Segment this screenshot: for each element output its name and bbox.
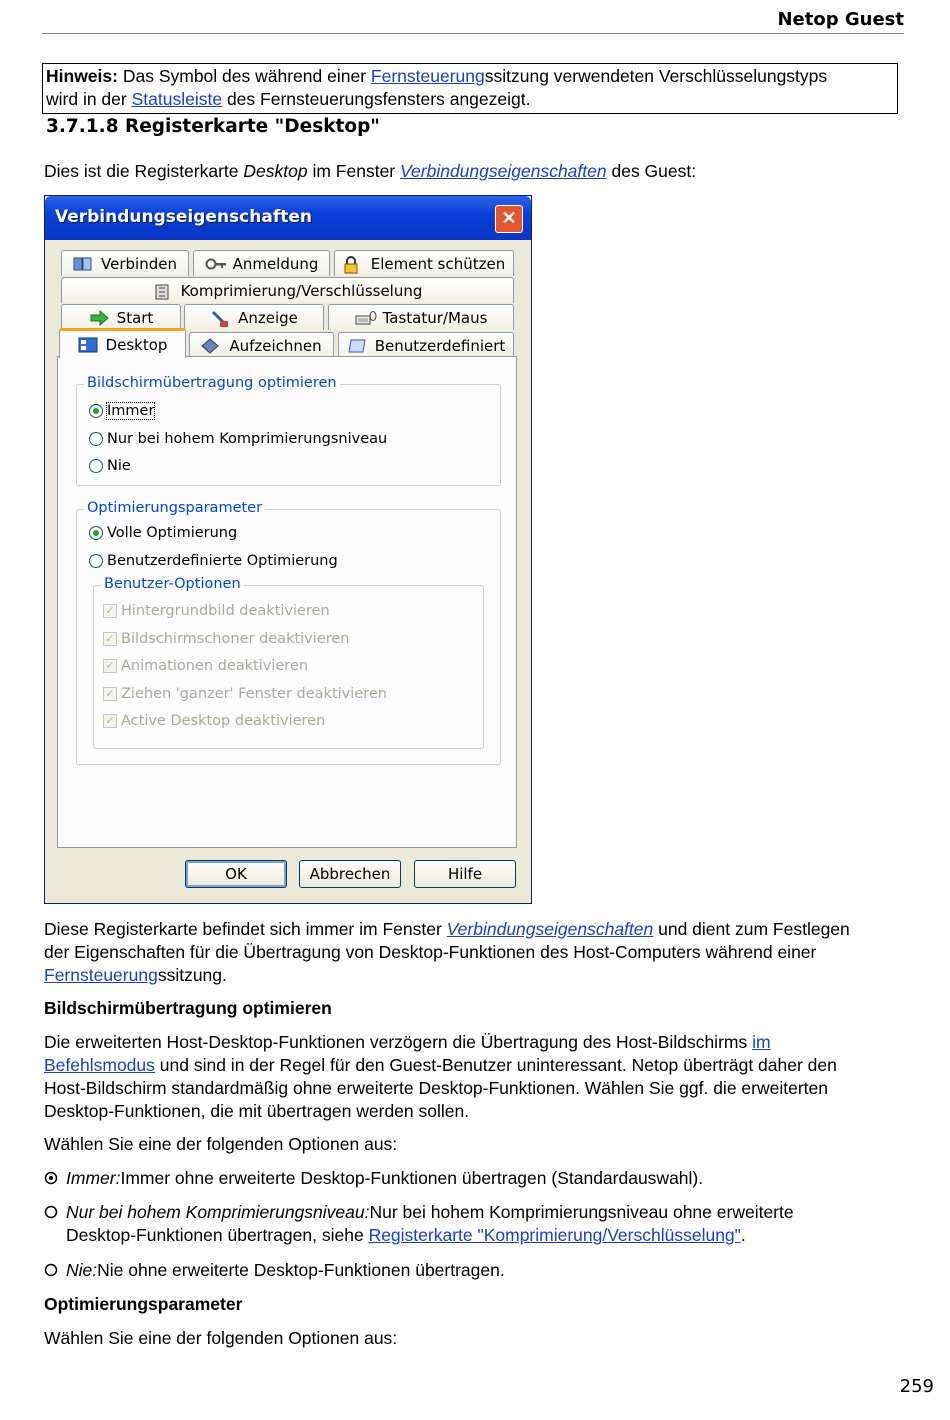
radio-icon <box>89 432 103 446</box>
checkbox-label: Ziehen 'ganzer' Fenster deaktivieren <box>121 686 387 702</box>
note-text: Das Symbol des während einer <box>122 66 367 86</box>
checkbox-animationen[interactable] <box>103 658 308 674</box>
checkbox-hintergrundbild[interactable] <box>103 603 330 619</box>
choose-options-text: Wählen Sie eine der folgenden Optionen aus: <box>44 1328 398 1348</box>
option-desc: . <box>740 1225 746 1245</box>
verbindungseigenschaften-link[interactable]: Verbindungseigenschaften <box>446 919 654 939</box>
choose-options-text: Wählen Sie eine der folgenden Optionen aus: <box>44 1134 398 1154</box>
hilfe-button[interactable]: Hilfe <box>414 860 516 888</box>
display-brush-icon <box>210 310 230 326</box>
checkbox-label: Animationen deaktivieren <box>121 658 309 674</box>
tab-aufzeichnen[interactable] <box>189 332 334 358</box>
intro-text: des Guest: <box>611 161 697 181</box>
checkbox-bildschirmschoner[interactable] <box>103 631 349 647</box>
lock-icon <box>343 256 363 272</box>
radio-label: Immer <box>107 403 155 419</box>
dialog-titlebar <box>45 196 531 240</box>
option-desc: Nur bei hohem Komprimierungsniveau ohne erweiterte <box>369 1202 794 1222</box>
group-title: Benutzer-Optionen <box>101 576 244 592</box>
subheading-bildschirmuebertragung: Bildschirmübertragung optimieren <box>44 998 332 1018</box>
tab-panel-desktop <box>57 356 517 848</box>
radio-bullet-icon <box>44 1205 58 1219</box>
option-term: Nur bei hohem Komprimierungsniveau: <box>66 1202 370 1222</box>
tab-label: Komprimierung/Verschlüsselung <box>180 281 423 300</box>
tab-komprimierung[interactable] <box>61 277 514 303</box>
running-header: Netop Guest <box>777 9 904 30</box>
body-text: Host-Bildschirm standardmäßig ohne erweiterte Desktop-Funktionen. Wählen Sie ggf. die erweiterten <box>44 1078 828 1098</box>
ok-button[interactable]: OK <box>185 860 287 888</box>
befehlsmodus-link[interactable]: im <box>752 1032 771 1052</box>
checkbox-label: Bildschirmschoner deaktivieren <box>121 631 350 647</box>
tab-benutzerdefiniert[interactable] <box>338 332 514 358</box>
tab-label: Anmeldung <box>232 254 319 273</box>
radio-label: Nur bei hohem Komprimierungsniveau <box>107 431 388 447</box>
tab-label: Start <box>116 308 154 327</box>
intro-text: Dies ist die Registerkarte <box>44 161 239 181</box>
radio-selected-icon <box>89 526 103 540</box>
tab-label: Benutzerdefiniert <box>374 336 506 355</box>
radio-label: Nie <box>107 458 131 474</box>
tab-start[interactable] <box>61 304 181 330</box>
desktop-icon <box>78 337 98 353</box>
befehlsmodus-link[interactable]: Befehlsmodus <box>44 1055 155 1075</box>
section-title: 3.7.1.8 Registerkarte "Desktop" <box>46 116 380 137</box>
body-text: und sind in der Regel für den Guest-Benutzer uninteressant. Netop überträgt daher den <box>159 1055 837 1075</box>
tab-label: Aufzeichnen <box>229 336 322 355</box>
radio-selected-bullet-icon <box>44 1171 58 1185</box>
option-desc: Desktop-Funktionen übertragen, siehe <box>66 1225 364 1245</box>
option-desc: Nie ohne erweiterte Desktop-Funktionen übertragen. <box>97 1260 505 1280</box>
body-text: ssitzung. <box>157 965 227 985</box>
body-text: Diese Registerkarte befindet sich immer im Fenster <box>44 919 442 939</box>
tab-label: Desktop <box>105 335 168 354</box>
note-text: ssitzung verwendeten Verschlüsselungstyps <box>484 66 828 86</box>
checkbox-checked-icon: ✓ <box>103 687 117 701</box>
tab-tastatur-maus[interactable] <box>328 304 514 330</box>
option-immer <box>66 1167 856 1190</box>
verbindungseigenschaften-link[interactable]: Verbindungseigenschaften <box>400 161 607 181</box>
dialog-window <box>44 195 532 904</box>
group-title: Optimierungsparameter <box>84 500 265 516</box>
checkbox-ziehen-fenster[interactable] <box>103 686 387 702</box>
radio-nie[interactable] <box>89 458 131 474</box>
header-rule <box>42 33 904 34</box>
tab-label: Anzeige <box>238 308 298 327</box>
option-term: Immer: <box>66 1168 121 1188</box>
checkbox-checked-icon: ✓ <box>103 632 117 646</box>
body-text: der Eigenschaften für die Übertragung von Desktop-Funktionen des Host-Computers während einer <box>44 942 817 962</box>
radio-hohes-niveau[interactable] <box>89 431 387 447</box>
intro-text: im Fenster <box>312 161 396 181</box>
note-label: Hinweis: <box>46 66 118 86</box>
option-desc: Immer ohne erweiterte Desktop-Funktionen übertragen (Standardauswahl). <box>120 1168 704 1188</box>
body-text: Desktop-Funktionen, die mit übertragen werden sollen. <box>44 1101 470 1121</box>
tab-desktop[interactable] <box>59 328 186 358</box>
book-icon <box>73 256 93 272</box>
note-text: des Fernsteuerungsfensters angezeigt. <box>226 89 531 109</box>
body-text: und dient zum Festlegen <box>658 919 850 939</box>
custom-window-icon <box>347 338 367 354</box>
option-term: Nie: <box>66 1260 98 1280</box>
tab-verbinden[interactable] <box>61 250 189 276</box>
radio-volle-optimierung[interactable] <box>89 525 237 541</box>
tab-anmeldung[interactable] <box>193 250 330 276</box>
registerkarte-komprimierung-link[interactable]: Registerkarte "Komprimierung/Verschlüsselung" <box>368 1225 741 1245</box>
description-paragraph <box>44 918 906 987</box>
dialog-title: Verbindungseigenschaften <box>55 207 312 227</box>
arrow-right-icon <box>89 310 109 326</box>
radio-label: Volle Optimierung <box>107 525 238 541</box>
radio-benutzerdefiniert[interactable] <box>89 553 338 569</box>
group-title: Bildschirmübertragung optimieren <box>84 375 340 391</box>
radio-label: Benutzerdefinierte Optimierung <box>107 553 338 569</box>
radio-icon <box>89 554 103 568</box>
checkbox-checked-icon: ✓ <box>103 604 117 618</box>
record-icon <box>201 338 221 354</box>
tab-element-schuetzen[interactable] <box>334 250 514 276</box>
option-nie <box>66 1259 856 1282</box>
option-hohes-niveau <box>66 1201 856 1247</box>
tab-label: Tastatur/Maus <box>382 308 488 327</box>
fernsteuerung-link[interactable]: Fernsteuerung <box>370 66 485 86</box>
abbrechen-button[interactable]: Abbrechen <box>299 860 401 888</box>
radio-immer[interactable] <box>89 403 154 419</box>
checkbox-active-desktop[interactable] <box>103 713 325 729</box>
tab-anzeige[interactable] <box>184 304 324 330</box>
tab-label: Element schützen <box>370 254 506 273</box>
keyboard-mouse-icon <box>355 310 375 326</box>
intro-paragraph <box>44 160 906 183</box>
statusleiste-link[interactable]: Statusleiste <box>131 89 223 109</box>
explanation-paragraph <box>44 1031 906 1123</box>
checkbox-label: Hintergrundbild deaktivieren <box>121 603 330 619</box>
checkbox-checked-icon: ✓ <box>103 659 117 673</box>
note-box <box>42 63 898 114</box>
body-text: Die erweiterten Host-Desktop-Funktionen verzögern die Übertragung des Host-Bildschirms <box>44 1032 748 1052</box>
close-icon[interactable]: ✕ <box>495 205 523 233</box>
page-number: 259 <box>899 1376 934 1397</box>
fernsteuerung-link[interactable]: Fernsteuerung <box>44 965 158 985</box>
key-icon <box>205 256 225 272</box>
compress-icon <box>153 283 173 299</box>
note-text: wird in der <box>46 89 127 109</box>
checkbox-checked-icon: ✓ <box>103 714 117 728</box>
radio-icon <box>89 459 103 473</box>
tab-label: Verbinden <box>101 254 177 273</box>
radio-bullet-icon <box>44 1263 58 1277</box>
checkbox-label: Active Desktop deaktivieren <box>121 713 326 729</box>
radio-selected-icon <box>89 404 103 418</box>
intro-emphasis: Desktop <box>243 161 308 181</box>
subheading-optimierungsparameter: Optimierungsparameter <box>44 1294 243 1314</box>
